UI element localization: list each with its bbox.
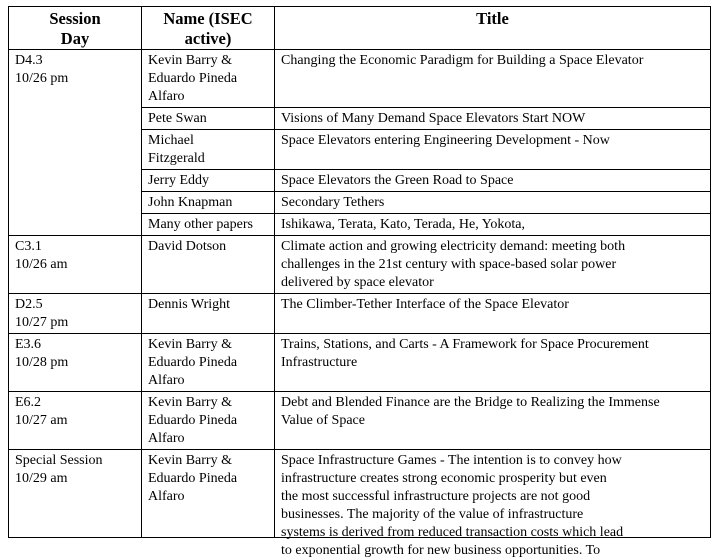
title-cell [275, 236, 711, 294]
name-cell-line: Eduardo Pineda [148, 71, 238, 86]
session-cell-line: D4.3 [15, 53, 43, 68]
title-cell [275, 192, 711, 214]
name-cell-line: Kevin Barry & [148, 337, 232, 352]
name-cell-line: Jerry Eddy [148, 173, 210, 188]
name-cell [142, 170, 275, 192]
session-cell [9, 334, 142, 392]
name-cell [142, 236, 275, 294]
name-cell-line: Many other papers [148, 217, 253, 232]
title-cell [275, 450, 711, 558]
table-row [9, 170, 711, 192]
table-row [9, 130, 711, 170]
table-row [9, 334, 711, 392]
title-cell-line: The Climber-Tether Interface of the Space Elevator [281, 297, 569, 312]
table-row [9, 294, 711, 334]
title-cell [275, 130, 711, 170]
title-cell-line: Trains, Stations, and Carts - A Framework for Space Procurement [281, 337, 649, 352]
name-cell [142, 214, 275, 236]
name-cell-line: Eduardo Pineda [148, 413, 238, 428]
title-cell-line: challenges in the 21st century with space-based solar power [281, 257, 617, 272]
name-cell [142, 450, 275, 538]
title-cell-line: delivered by space elevator [281, 275, 434, 290]
session-cell-line [15, 216, 135, 234]
title-cell-line: the most successful infrastructure projects are not good [281, 489, 591, 504]
session-cell [9, 450, 142, 538]
session-cell-line [15, 194, 135, 212]
name-cell-line: Dennis Wright [148, 297, 231, 312]
session-cell [9, 108, 142, 130]
title-cell [275, 294, 711, 334]
session-cell [9, 192, 142, 214]
name-cell-line: David Dotson [148, 239, 227, 254]
session-cell [9, 50, 142, 108]
session-cell-line: E6.2 [15, 395, 42, 410]
name-cell-line: Eduardo Pineda [148, 355, 238, 370]
title-cell-line: Ishikawa, Terata, Kato, Terada, He, Yokota, [281, 217, 526, 232]
session-cell-line: 10/26 pm [15, 71, 69, 86]
session-cell-line [15, 172, 135, 190]
table-row [9, 192, 711, 214]
title-cell-line: Value of Space [281, 413, 365, 428]
sessions-table [8, 6, 711, 558]
name-cell-line: John Knapman [148, 195, 233, 210]
session-cell-line: 10/27 pm [15, 315, 69, 330]
title-cell-line: infrastructure creates strong economic prosperity but even [281, 471, 607, 486]
name-cell-line: Eduardo Pineda [148, 471, 238, 486]
session-cell-line: Special Session [15, 453, 103, 468]
session-cell [9, 294, 142, 334]
session-cell-line: C3.1 [15, 239, 42, 254]
title-cell-line: businesses. The majority of the value of infrastructure [281, 507, 584, 522]
name-cell-line: Kevin Barry & [148, 453, 232, 468]
title-cell [275, 170, 711, 192]
name-cell [142, 392, 275, 450]
name-cell-line: Kevin Barry & [148, 395, 232, 410]
title-cell-line: Secondary Tethers [281, 195, 385, 210]
name-cell-line: Alfaro [148, 373, 185, 388]
session-cell [9, 130, 142, 170]
title-cell-line: systems is derived from reduced transaction costs which lead [281, 525, 624, 540]
name-cell [142, 192, 275, 214]
title-cell-line: Infrastructure [281, 355, 358, 370]
table-row [9, 50, 711, 108]
name-cell-line: Alfaro [148, 431, 185, 446]
name-cell-line: Fitzgerald [148, 151, 205, 166]
title-cell [275, 214, 711, 236]
header-name: Name (ISEC active) [142, 7, 275, 50]
table-row [9, 236, 711, 294]
session-cell-line: 10/26 am [15, 257, 68, 272]
session-cell-line: 10/27 am [15, 413, 68, 428]
name-cell [142, 334, 275, 392]
title-cell [275, 392, 711, 450]
title-cell-line: to exponential growth for new business opportunities. To [281, 543, 601, 558]
title-cell-line: Space Elevators entering Engineering Development - Now [281, 133, 610, 148]
session-cell [9, 214, 142, 236]
header-title: Title [275, 7, 711, 50]
name-cell-line: Michael [148, 133, 194, 148]
title-cell-line: Changing the Economic Paradigm for Building a Space Elevator [281, 53, 644, 68]
title-cell-line: Space Infrastructure Games - The intention is to convey how [281, 453, 622, 468]
name-cell-line: Kevin Barry & [148, 53, 232, 68]
name-cell-line: Alfaro [148, 89, 185, 104]
title-cell [275, 108, 711, 130]
name-cell [142, 108, 275, 130]
name-cell-line: Alfaro [148, 489, 185, 504]
name-cell [142, 294, 275, 334]
title-cell [275, 50, 711, 108]
table-row [9, 108, 711, 130]
session-cell-line [15, 132, 135, 150]
title-cell-line: Space Elevators the Green Road to Space [281, 173, 514, 188]
session-cell-line: 10/28 pm [15, 355, 69, 370]
name-cell [142, 50, 275, 108]
table-row [9, 450, 711, 538]
title-cell-line: Climate action and growing electricity demand: meeting both [281, 239, 626, 254]
session-cell [9, 170, 142, 192]
header-session-day: Session Day [9, 7, 142, 50]
title-cell-line: Debt and Blended Finance are the Bridge to Realizing the Immense [281, 395, 660, 410]
name-cell [142, 130, 275, 170]
session-cell-line [15, 110, 135, 128]
table-row [9, 214, 711, 236]
title-cell [275, 334, 711, 392]
session-cell [9, 236, 142, 294]
session-cell-line: D2.5 [15, 297, 43, 312]
session-cell [9, 392, 142, 450]
header-row [9, 7, 711, 50]
name-cell-line: Pete Swan [148, 111, 207, 126]
session-cell-line: 10/29 am [15, 471, 68, 486]
title-cell-line: Visions of Many Demand Space Elevators Start NOW [281, 111, 586, 126]
table-row [9, 392, 711, 450]
session-cell-line: E3.6 [15, 337, 42, 352]
